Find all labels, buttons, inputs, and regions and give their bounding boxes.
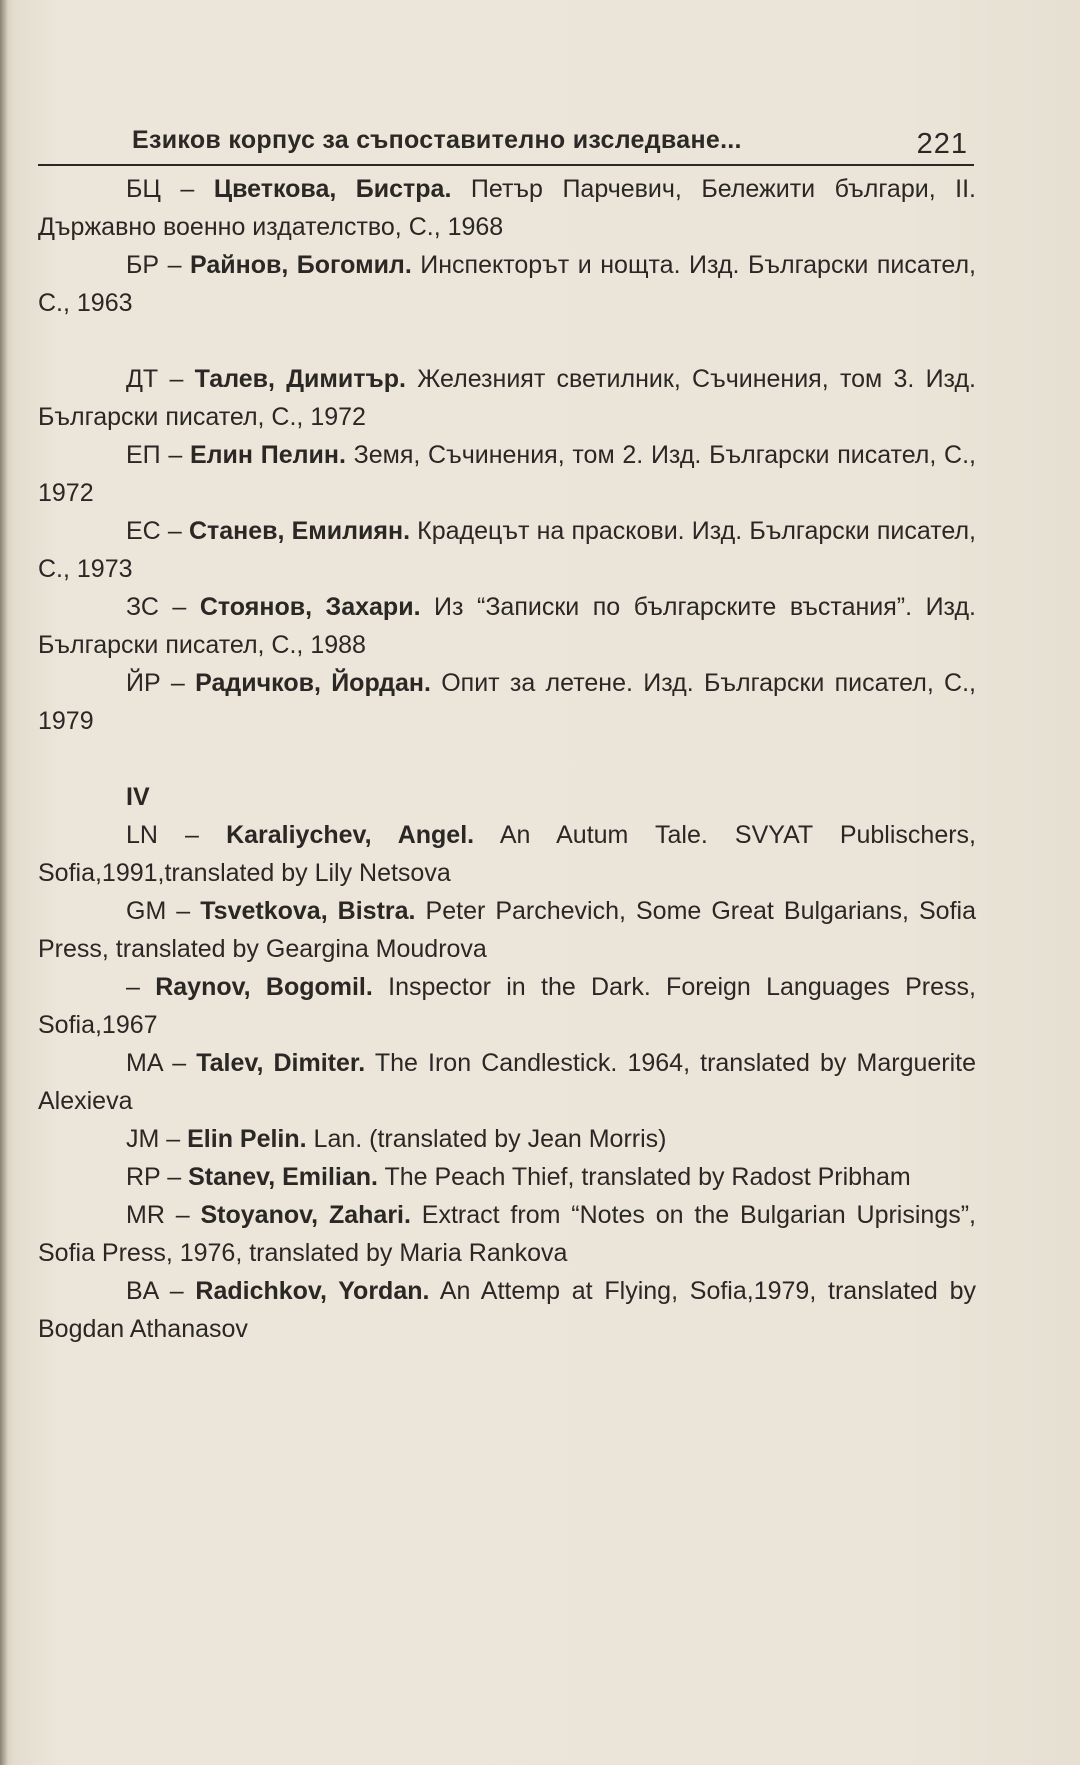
entry-author: Райнов, Богомил. bbox=[190, 251, 412, 279]
entry-abbr: – bbox=[126, 973, 156, 1001]
bib-entry bbox=[38, 664, 976, 740]
entry-text: An Autum Tale. SVYAT Publischers, Sofia,1991,translated by Lily Netsova bbox=[38, 821, 976, 887]
entry-abbr: LN – bbox=[126, 821, 227, 849]
entry-abbr: MR – bbox=[126, 1201, 201, 1229]
section-gap bbox=[38, 322, 976, 360]
section-gap bbox=[38, 740, 976, 778]
entry-author: Radichkov, Yordan. bbox=[195, 1277, 430, 1305]
bib-entry bbox=[38, 892, 976, 968]
page-number: 221 bbox=[916, 128, 968, 160]
bib-entry bbox=[38, 1272, 976, 1348]
bib-entry bbox=[38, 436, 976, 512]
entry-author: Elin Pelin. bbox=[187, 1125, 307, 1153]
entry-abbr: BA – bbox=[126, 1277, 196, 1305]
entry-author: Радичков, Йордан. bbox=[195, 669, 431, 697]
bib-entry bbox=[38, 170, 976, 246]
entry-abbr: GM – bbox=[126, 897, 201, 925]
entry-abbr: БЦ – bbox=[126, 175, 214, 203]
entry-abbr: ЕС – bbox=[126, 517, 189, 545]
entry-text: Inspector in the Dark. Foreign Languages Press, Sofia,1967 bbox=[38, 973, 976, 1039]
bib-entry bbox=[38, 360, 976, 436]
bib-entry bbox=[38, 1158, 976, 1196]
entry-text: Инспекторът и нощта. Изд. Български писател, С., 1963 bbox=[38, 251, 976, 317]
bib-entry bbox=[38, 968, 976, 1044]
bibliography-content bbox=[38, 170, 976, 1348]
entry-abbr: ЕП – bbox=[126, 441, 190, 469]
entry-text: An Attemp at Flying, Sofia,1979, translated by Bogdan Athanasov bbox=[38, 1277, 976, 1343]
entry-author: Stanev, Emilian. bbox=[188, 1163, 378, 1191]
entry-abbr: RP – bbox=[126, 1163, 189, 1191]
entry-abbr: ЙР – bbox=[126, 669, 196, 697]
section-heading-iv: IV bbox=[126, 783, 150, 811]
entry-abbr: ДТ – bbox=[126, 365, 195, 393]
running-header bbox=[38, 118, 974, 166]
entry-author: Станев, Емилиян. bbox=[188, 517, 411, 545]
entry-text: Peter Parchevich, Some Great Bulgarians, Sofia Press, translated by Geargina Moudrova bbox=[38, 897, 976, 963]
entry-abbr: JM – bbox=[126, 1125, 188, 1153]
entry-text: Опит за летене. Изд. Български писател, С., 1979 bbox=[38, 669, 977, 735]
running-header-title: Езиков корпус за съпоставително изследване... bbox=[132, 126, 742, 154]
bib-entry bbox=[38, 1196, 976, 1272]
entry-text: The Peach Thief, translated by Radost Pribham bbox=[377, 1163, 911, 1191]
entry-author: Цветкова, Бистра. bbox=[213, 175, 452, 203]
entry-text: Extract from “Notes on the Bulgarian Uprisings”, Sofia Press, 1976, translated by Maria Rankova bbox=[38, 1201, 976, 1267]
entry-text: Железният светилник, Съчинения, том 3. Изд. Български писател, С., 1972 bbox=[38, 365, 977, 431]
bib-entry bbox=[38, 246, 976, 322]
entry-author: Стоянов, Захари. bbox=[199, 593, 421, 621]
entry-abbr: БР – bbox=[126, 251, 190, 279]
entry-text: Петър Парчевич, Бележити българи, II. Държавно военно издателство, С., 1968 bbox=[38, 175, 976, 241]
entry-text: Из “Записки по българските въстания”. Изд. Български писател, С., 1988 bbox=[38, 593, 976, 659]
page-binding-edge bbox=[0, 0, 8, 1765]
entry-author: Талев, Димитър. bbox=[194, 365, 406, 393]
entry-text: Крадецът на праскови. Изд. Български писател, С., 1973 bbox=[38, 517, 976, 583]
bib-entry bbox=[38, 588, 976, 664]
entry-author: Karaliychev, Angel. bbox=[226, 821, 475, 849]
bib-entry bbox=[38, 1044, 976, 1120]
entry-author: Tsvetkova, Bistra. bbox=[200, 897, 416, 925]
entry-text: Lan. (translated by Jean Morris) bbox=[306, 1125, 667, 1153]
entry-text: Земя, Съчинения, том 2. Изд. Български писател, С., 1972 bbox=[38, 441, 976, 507]
bib-entry bbox=[38, 1120, 976, 1158]
entry-abbr: MA – bbox=[126, 1049, 197, 1077]
entry-author: Елин Пелин. bbox=[190, 441, 346, 469]
entry-author: Raynov, Bogomil. bbox=[155, 973, 373, 1001]
entry-text: The Iron Candlestick. 1964, translated by Marguerite Alexieva bbox=[38, 1049, 977, 1115]
entry-author: Talev, Dimiter. bbox=[196, 1049, 366, 1077]
entry-author: Stoyanov, Zahari. bbox=[200, 1201, 411, 1229]
bib-entry bbox=[38, 512, 976, 588]
bib-entry bbox=[38, 816, 976, 892]
entry-abbr: ЗС – bbox=[126, 593, 200, 621]
